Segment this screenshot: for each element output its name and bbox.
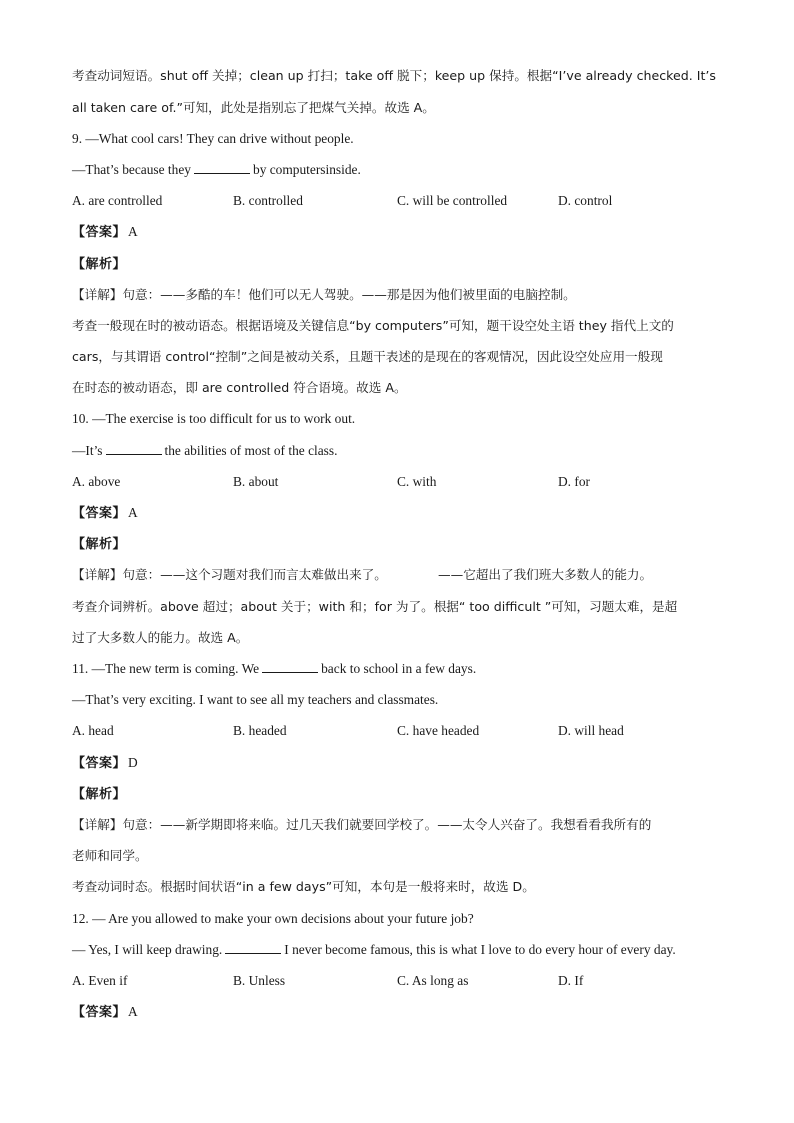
analysis-label: 【解析】 [72,787,127,802]
option-d: D. control [558,193,613,208]
question-12-stem: 12. — Are you allowed to make your own decisions about your future job? [72,911,474,926]
option-a: A. above [72,474,121,489]
question-10-options [72,472,722,492]
question-9-stem: 9. —What cool cars! They can drive without people. [72,131,354,146]
answer-label: 【答案】 D [72,755,138,771]
option-a: A. Even if [72,973,128,988]
question-12-line2: — Yes, I will keep drawing. I never become famous, this is what I love to do every hour of every day. [72,942,676,957]
question-10-stem: 10. —The exercise is too difficult for us to work out. [72,411,356,426]
option-d: D. will head [558,723,624,738]
answer-blank [106,442,162,455]
detail-line: 考查一般现在时的被动语态。根据语境及关键信息“by computers”可知，题干设空处主语 they 指代上文的 [72,318,674,333]
question-11-stem: 11. —The new term is coming. We back to school in a few days. [72,661,477,676]
detail-line: 老师和同学。 [72,848,148,863]
detail-line: 考查介词辨析。above 超过；about 关于；with 和；for 为了。根据“ too difficult ”可知，习题太难，是超 [72,599,678,614]
option-b: B. headed [233,723,287,738]
answer-value: A [128,1004,138,1019]
question-9-line2: —That’s because they by computersinside. [72,162,361,177]
detail-line: 考查动词时态。根据时间状语“in a few days”可知，本句是一般将来时，故选 D。 [72,879,535,894]
question-11-line2: —That’s very exciting. I want to see all my teachers and classmates. [72,692,439,707]
explanation-line: 考查动词短语。shut off 关掉；clean up 打扫；take off 脱下；keep up 保持。根据“I’ve already checked. It’s [72,68,716,83]
answer-blank [194,161,250,174]
option-b: B. about [233,474,279,489]
question-9-options [72,191,722,211]
option-c: C. with [397,474,437,489]
detail-line: 【详解】句意：——多酷的车！他们可以无人驾驶。——那是因为他们被里面的电脑控制。 [72,287,576,302]
option-d: D. If [558,973,584,988]
answer-value: A [128,505,138,520]
detail-line: 【详解】句意：——新学期即将来临。过几天我们就要回学校了。——太令人兴奋了。我想看看我所有的 [72,817,652,832]
analysis-label: 【解析】 [72,257,127,272]
explanation-line: all taken care of.”可知，此处是指别忘了把煤气关掉。故选 A。 [72,100,435,115]
option-d: D. for [558,474,590,489]
answer-blank [262,660,318,673]
detail-line: 过了大多数人的能力。故选 A。 [72,630,249,645]
answer-value: D [128,755,138,770]
answer-label: 【答案】 A [72,224,138,240]
answer-blank [225,941,281,954]
option-a: A. head [72,723,114,738]
answer-label: 【答案】 A [72,505,138,521]
option-c: C. will be controlled [397,193,508,208]
option-b: B. Unless [233,973,286,988]
detail-line: 【详解】句意：——这个习题对我们而言太难做出来了。 ——它超出了我们班大多数人的能力。 [72,567,653,582]
option-c: C. have headed [397,723,480,738]
question-12-options [72,971,722,991]
option-b: B. controlled [233,193,303,208]
answer-label: 【答案】 A [72,1004,138,1020]
answer-value: A [128,224,138,239]
detail-line: cars，与其谓语 control“控制”之间是被动关系，且题干表述的是现在的客观情况，因此设空处应用一般现 [72,349,663,364]
question-10-line2: —It’s the abilities of most of the class. [72,443,338,458]
detail-line: 在时态的被动语态，即 are controlled 符合语境。故选 A。 [72,380,407,395]
option-a: A. are controlled [72,193,163,208]
question-11-options [72,721,722,741]
option-c: C. As long as [397,973,469,988]
analysis-label: 【解析】 [72,537,127,552]
